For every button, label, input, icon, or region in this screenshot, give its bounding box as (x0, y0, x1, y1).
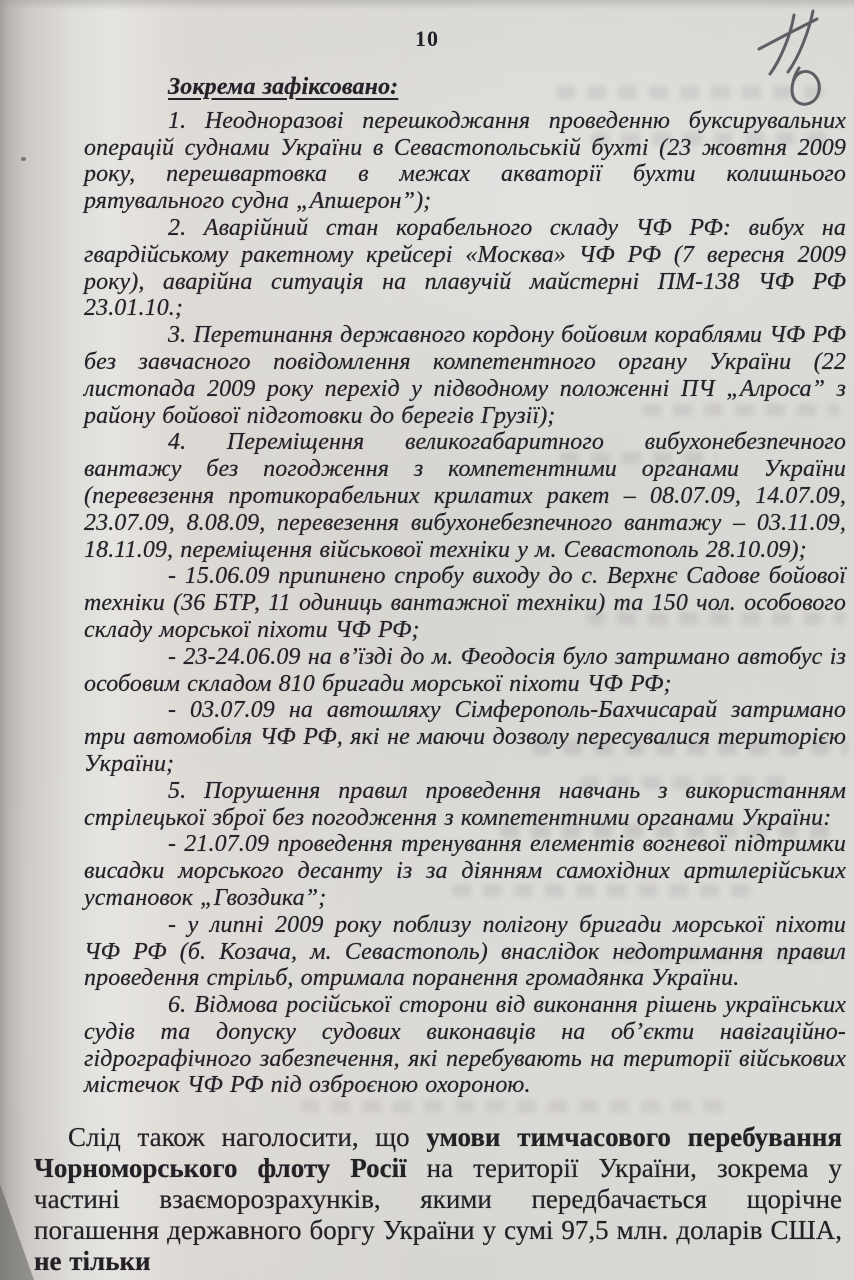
clause-4-item: - 03.07.09 на автошляху Сімферополь-Бахчисарай затримано три автомобіля ЧФ РФ, які не маючи дозволу пересувалися територією України; (84, 697, 846, 777)
clause-5-item: - 21.07.09 проведення тренування елементів вогневої підтримки висадки морського десанту із за діянням самохідних артилерійських установок „Гвоздика”; (84, 831, 846, 911)
closing-paragraph (34, 1122, 842, 1277)
closing-bold-netilky: не тільки (34, 1246, 151, 1276)
clause-3: 3. Перетинання державного кордону бойовим кораблями ЧФ РФ без завчасного повідомлення компетентного органу України (22 листопада 2009 року перехід у підводному положенні ПЧ „Алроса” з району бойової підготовки до берегів Грузії); (84, 322, 846, 429)
closing-lead: Слід також наголосити, що (68, 1122, 427, 1152)
document-body (84, 74, 846, 1099)
clause-1: 1. Неодноразові перешкоджання проведенню буксирувальних операцій суднами України в Севастопольській бухті (23 жовтня 2009 року, перешвартовка в межах акваторії бухти колишнього рятувального судна „Апшерон”); (84, 107, 846, 215)
clause-5-item: - у липні 2009 року поблизу полігону бригади морської піхоти ЧФ РФ (б. Козача, м. Севастополь) внаслідок недотримання правил проведення стрільб, отримала поранення громадянка України. (84, 911, 846, 992)
paper-corner-shadow (0, 1184, 34, 1280)
clause-5: 5. Порушення правил проведення навчань з використанням стрілецької зброї без погодження з компетентними органами України: (84, 777, 846, 831)
clause-4-item: - 15.06.09 припинено спробу виходу до с. Верхнє Садове бойової техніки (36 БТР, 11 одиниць вантажної техніки) та 150 чол. особового складу морської піхоти ЧФ РФ; (84, 563, 846, 643)
closing-middle: на території України, зокрема у частині взаєморозрахунків, якими передбачається щорічне погашення державного боргу України у сумі 97,5 млн. доларів США, (34, 1153, 842, 1245)
clause-2: 2. Аварійний стан корабельного складу ЧФ РФ: вибух на гвардійському ракетному крейсері «Москва» ЧФ РФ (7 вересня 2009 року), аварійна ситуація на плавучій майстерні ПМ-138 ЧФ РФ 23.01.10.; (84, 214, 846, 322)
bleedthrough-ghost-text (300, 1100, 730, 1113)
clause-4: 4. Переміщення великогабаритного вибухонебезпечного вантажу без погодження з компетентними органами України (перевезення протикорабельних крилатих ракет – 08.07.09, 14.07.09, 23.07.09, 8.08.09, перевезення вибухонебезпечного вантажу – 03.11.09, 18.11.09, переміщення військової техніки у м. Севастополь 28.10.09); (84, 429, 846, 563)
paper-speck (21, 157, 26, 161)
clause-6: 6. Відмова російської сторони від виконання рішень українських судів та допуску судових виконавців на об’єкти навігаційно-гідрографічного забезпечення, які перебувають на території військових містечок ЧФ РФ під озброєною охороною. (84, 992, 846, 1099)
closing-bold-flot: умови тимчасового перебування Чорноморського флоту Росії (34, 1122, 842, 1183)
clause-4-item: - 23-24.06.09 на в’їзді до м. Феодосія було затримано автобус із особовим складом 810 бригади морської піхоти ЧФ РФ; (84, 643, 846, 697)
page-number: 10 (415, 26, 439, 51)
section-heading: Зокрема зафіксовано: (168, 74, 399, 100)
